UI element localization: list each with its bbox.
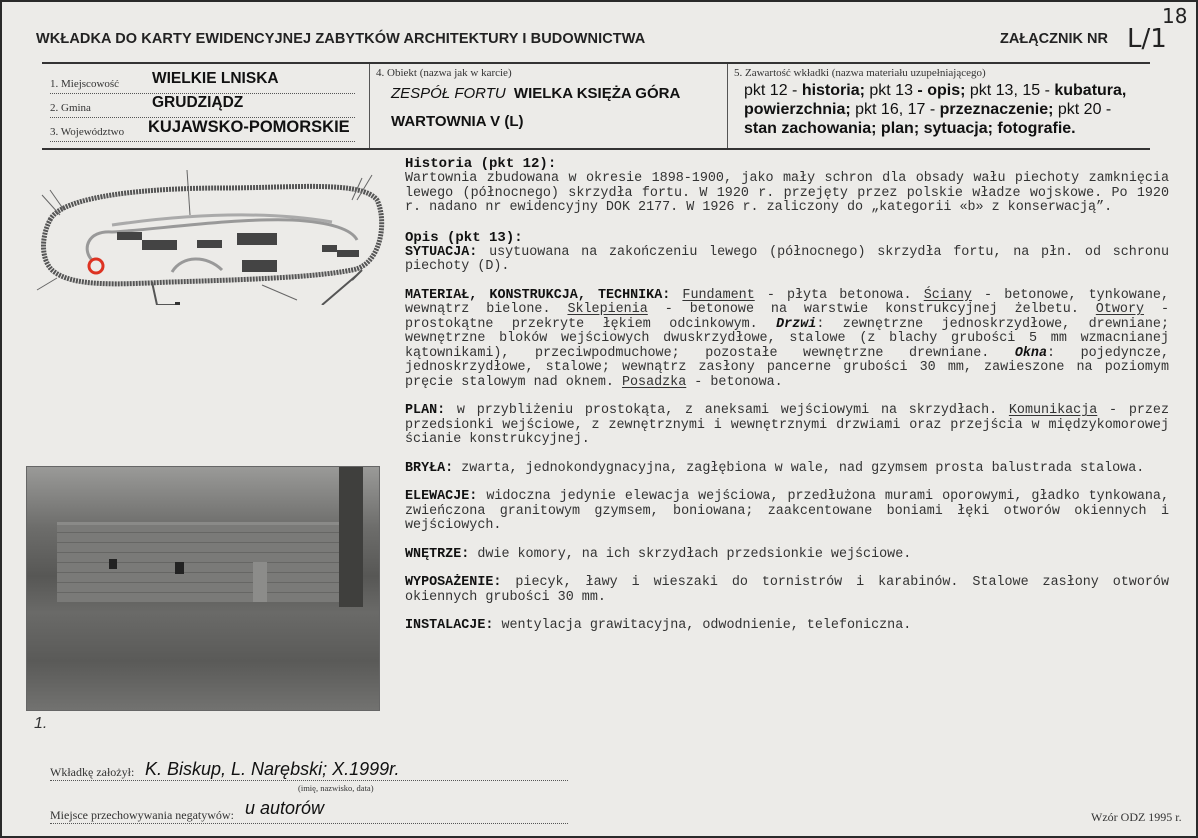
- negatives-label: Miejsce przechowywania negatywów:: [50, 808, 234, 822]
- equipment-label: WYPOSAŻENIE:: [405, 575, 502, 590]
- guardhouse-photo: [26, 466, 380, 711]
- material-segment: : zewnętrzne jednoskrzydłowe, drewniane; wewnętrzne bloków wejściowych dwuskrzydłowe, stalowe (z blachy grubości 5 mm wzmacnianej kątownikami), przeciwpodmuchowe; pozostałe wewnętrzne drewniane.: [405, 316, 1169, 361]
- locality-label: 1. Miejscowość: [50, 78, 120, 90]
- situation-text: usytuowana na zakończeniu lewego (północnego) skrzydła fortu, na płn. od schronu piechoty (D).: [405, 244, 1169, 274]
- contents-segment: historia;: [801, 82, 865, 99]
- plan-paragraph: [405, 404, 1169, 448]
- mass-label: BRYŁA:: [405, 460, 454, 476]
- author-hint: (imię, nazwisko, data): [298, 783, 374, 793]
- voivodeship-label: 3. Województwo: [50, 126, 125, 138]
- photo-window: [175, 562, 184, 574]
- material-paragraph: [405, 289, 1169, 391]
- situation-label: SYTUACJA:: [405, 244, 478, 260]
- contents-segment: pkt 16, 17 -: [850, 101, 940, 118]
- material-segment: Ściany: [923, 287, 972, 303]
- author-label: Wkładkę założył:: [50, 765, 135, 779]
- material-segment: Drzwi: [776, 316, 817, 332]
- material-segment: - prostokątne przekryte łękiem odcinkowym.: [405, 302, 1169, 332]
- plan-text-2: - przez przedsionki wejściowe, z zewnętrznymi i wewnętrznymi drzwiami oraz przejścia w międzykomorowej ścianie konstrukcyjnej.: [405, 403, 1169, 447]
- contents-segment: pkt 13, 15 -: [965, 82, 1055, 99]
- header-divider-2: [727, 64, 728, 148]
- object-fort-name: WIELKA KSIĘŻA GÓRA: [513, 85, 681, 102]
- locality-value: WIELKIE LNISKA: [152, 70, 279, 87]
- header-bottom-rule: [42, 148, 1150, 150]
- material-segment: Posadzka: [621, 374, 687, 390]
- contents-segment: pkt 12 -: [744, 82, 802, 99]
- contents-segment: - opis;: [917, 82, 966, 99]
- object-name-line1: [391, 85, 680, 102]
- photo-window: [109, 559, 117, 569]
- photo-wall: [57, 522, 357, 602]
- photo-label: 1.: [34, 715, 48, 732]
- equipment-paragraph: [405, 576, 1169, 605]
- contents-segment: stan zachowania; plan; sytuacja; fotografie.: [744, 120, 1076, 137]
- plan-label: PLAN:: [405, 403, 446, 418]
- elevations-label: ELEWACJE:: [405, 489, 478, 504]
- elevations-paragraph: [405, 490, 1169, 534]
- history-text: Wartownia zbudowana w okresie 1898-1900, jako mały schron dla obsady wału piechoty zamknięcia lewego (północnego) skrzydła fortu. W 1920 r. przejęty przez polskie władze wojskowe. Po 1920 r. nadano nr ewidencyjny DOK 2177. W 1926 r. zaliczony do „kategorii «b» z konserwacją”.: [405, 171, 1169, 215]
- document-title: WKŁADKA DO KARTY EWIDENCYJNEJ ZABYTKÓW ARCHITEKTURY I BUDOWNICTWA: [36, 31, 646, 47]
- mass-text: zwarta, jednokondygnacyjna, zagłębiona w wale, nad gzymsem prosta balustrada stalowa.: [453, 460, 1145, 476]
- negatives-value: u autorów: [245, 798, 325, 818]
- material-label: MATERIAŁ, KONSTRUKCJA, TECHNIKA:: [405, 287, 671, 303]
- installations-label: INSTALACJE:: [405, 618, 494, 633]
- material-segment: [670, 288, 682, 303]
- site-plan-map: [32, 170, 387, 305]
- voivodeship-value: KUJAWSKO-POMORSKIE: [148, 118, 350, 136]
- contents-segment: kubatura, powierzchnia;: [744, 82, 1127, 118]
- mass-paragraph: [405, 462, 1169, 477]
- contents-segment: pkt 13: [864, 82, 918, 99]
- elevations-text: widoczna jedynie elewacja wejściowa, przedłużona murami oporowymi, gładko tynkowana, zwieńczona granitowym gzymsem, boniowana; zaakcentowane boniami łęki otworów okiennych i wejściowych.: [405, 489, 1169, 533]
- annex-number: L/1: [1127, 24, 1167, 54]
- page-number: 18: [1162, 4, 1188, 28]
- material-segment: Sklepienia: [567, 302, 648, 317]
- photo-door: [253, 562, 267, 602]
- material-segment: - betonowe na warstwie konstrukcyjnej żelbetu.: [647, 302, 1096, 317]
- fort-plan-icon: [32, 170, 387, 305]
- object-complex: ZESPÓŁ FORTU: [391, 85, 506, 102]
- plan-text-1: w przybliżeniu prostokąta, z aneksami wejściowymi na skrzydłach.: [445, 403, 1009, 418]
- material-segment: Otwory: [1095, 302, 1145, 317]
- material-segment: - płyta betonowa.: [754, 287, 924, 303]
- interior-paragraph: [405, 548, 1169, 563]
- object-name-line2: WARTOWNIA V (L): [391, 113, 524, 130]
- contents-segment: pkt 20 -: [1053, 101, 1112, 118]
- contents-value: [744, 81, 1144, 138]
- commune-value: GRUDZIĄDZ: [152, 94, 244, 111]
- material-segment: - betonowe, tynkowane, wewnątrz bielone.: [405, 287, 1169, 317]
- interior-label: WNĘTRZE:: [405, 546, 470, 562]
- plan-communication: Komunikacja: [1008, 403, 1098, 418]
- material-segment: Fundament: [682, 287, 755, 303]
- document-sheet: [2, 2, 1196, 836]
- header-divider-1: [369, 64, 370, 148]
- material-segment: Okna: [1014, 345, 1048, 361]
- installations-text: wentylacja grawitacyjna, odwodnienie, telefoniczna.: [493, 618, 912, 633]
- commune-label: 2. Gmina: [50, 102, 91, 114]
- history-heading: Historia (pkt 12):: [405, 156, 557, 172]
- object-label: 4. Obiekt (nazwa jak w karcie): [376, 67, 512, 79]
- header-top-rule: [42, 62, 1150, 64]
- description-heading: Opis (pkt 13):: [405, 229, 523, 246]
- material-segment: : pojedyncze, jednoskrzydłowe, stalowe; wewnątrz zasłony pancerne grubości 30 mm, zawieszone na poziomym pręcie stalowym nad oknem.: [405, 345, 1169, 390]
- equipment-text: piecyk, ławy i wieszaki do tornistrów i karabinów. Stalowe zasłony otworów okiennych grubości 30 mm.: [405, 575, 1169, 605]
- installations-paragraph: [405, 619, 1169, 634]
- contents-segment: przeznaczenie;: [939, 101, 1054, 118]
- contents-label: 5. Zawartość wkładki (nazwa materiału uzupełniającego): [734, 67, 986, 79]
- template-reference: Wzór ODZ 1995 r.: [1091, 810, 1182, 824]
- description-column: [405, 156, 1169, 634]
- situation-paragraph: [405, 246, 1169, 275]
- author-value: K. Biskup, L. Narębski; X.1999r.: [145, 759, 400, 779]
- annex-label: ZAŁĄCZNIK NR: [1000, 31, 1108, 47]
- photo-tree: [339, 467, 363, 607]
- material-segment: - betonowa.: [686, 374, 783, 390]
- interior-text: dwie komory, na ich skrzydłach przedsionkie wejściowe.: [469, 546, 912, 562]
